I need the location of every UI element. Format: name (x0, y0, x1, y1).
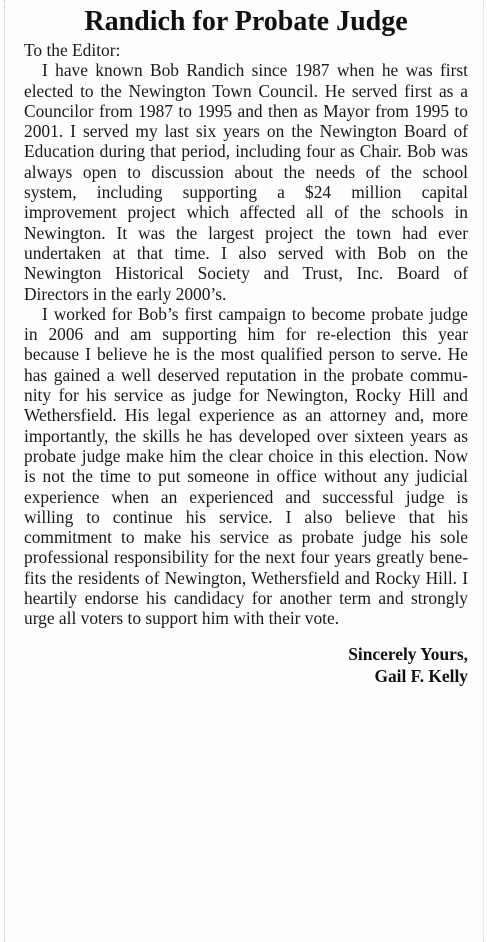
closing-line: Sincerely Yours, (348, 643, 468, 664)
clipping-right-edge (483, 0, 484, 942)
salutation: To the Editor: (24, 40, 121, 60)
headline: Randich for Probate Judge (84, 6, 408, 37)
body-paragraph-2: I worked for Bob’s first campaign to become probate judge in 2006 and am supporting him for re-election this year because I believe he is the most qualified person to serve. He has gained a well deserved reputation in the probate community for his service as judge for Newington, Rocky Hill and Wethersfield. His legal experience as an attorney and, more importantly, the skills he has developed over sixteen years as probate judge make him the clear choice in this election. Now is not the time to put someone in office without any judicial experience when an experienced and successful judge is willing to continue his service. I also believe that his commitment to make his service as probate judge his sole professional responsibility for the next four years greatly benefits the residents of Newington, Wethersfield and Rocky Hill. I heartily endorse his candidacy for another term and strongly urge all voters to support him with their vote. (24, 303, 468, 629)
clipping-left-edge (4, 0, 5, 942)
signature-block (24, 643, 468, 687)
body-paragraph-1: I have known Bob Randich since 1987 when he was first elected to the Newington Town Council. He served first as a Councilor from 1987 to 1995 and then as Mayor from 1995 to 2001. I served my last six years on the Newington Board of Education during that period, including four as Chair. Bob was always open to discussion about the needs of the school system, including supporting a $24 million capital improvement project which affected all of the schools in Newington. It was the largest project the town had ever undertaken at that time. I also served with Bob on the Newington Historical Society and Trust, Inc. Board of Directors in the early 2000’s. (24, 60, 468, 304)
author-name: Gail F. Kelly (374, 665, 468, 686)
letter-to-editor (24, 4, 468, 687)
